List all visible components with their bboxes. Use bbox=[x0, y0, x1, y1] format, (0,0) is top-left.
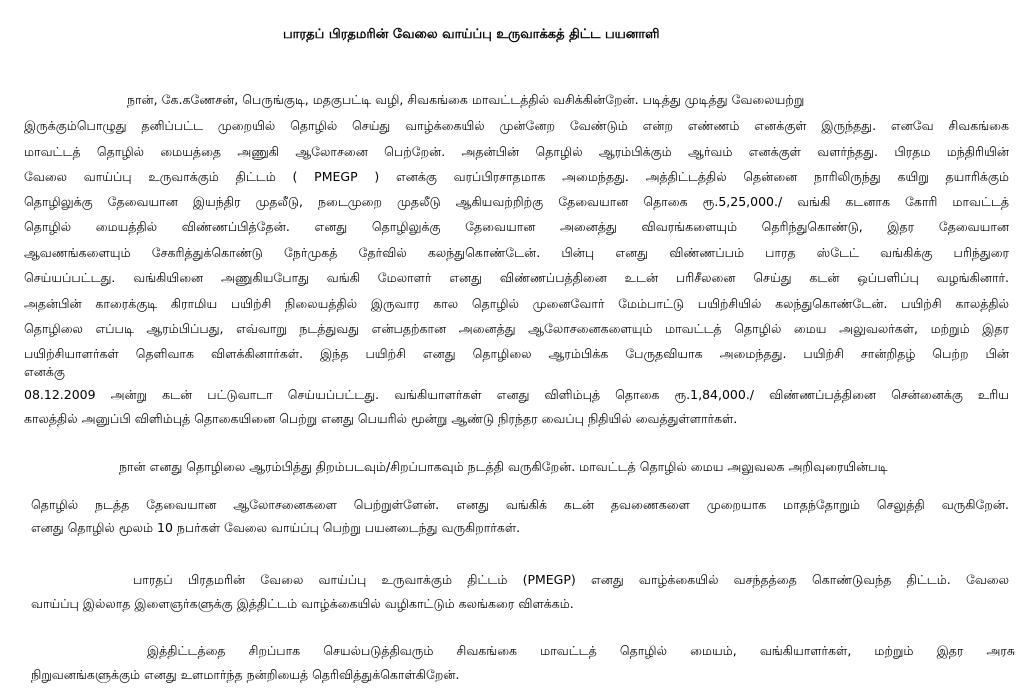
paragraph-1-line-8: செய்யப்பட்டது. வங்கியினை அணுகியபோது வங்கி மேலாளர் எனது விண்ணப்பத்தினை உடன் பரிசீலனை செய்து கடன் ஒப்பளிப்பு வழங்கினார். bbox=[24, 270, 1009, 285]
paragraph-1-line-12: எனக்கு bbox=[24, 364, 65, 379]
document-title: பாரதப் பிரதமரின் வேலை வாய்ப்பு உருவாக்கத் திட்ட பயனாளி bbox=[283, 27, 660, 42]
paragraph-1-line-7: ஆவணங்களையும் சேகரித்துக்கொண்டு நேர்முகத் தேர்வில் கலந்துகொண்டேன். பின்பு எனது விண்ணப்பம் பாரத ஸ்டேட் வங்கிக்கு பரிந்துரை bbox=[24, 245, 1009, 260]
paragraph-1-line-4: வேலை வாய்ப்பு உருவாக்கும் திட்டம் ( PMEGP ) எனக்கு வரப்பிரசாதமாக அமைந்தது. அத்திட்டத்தில் தென்னை நாரிலிருந்து கயிறு தயாரிக்கும் bbox=[24, 169, 1009, 184]
paragraph-1-line-5: தொழிலுக்கு தேவையான இயந்திர முதலீடு, நடைமுறை முதலீடு ஆகியவற்றிற்கு தேவையான தொகை ரூ.5,25,000./ வங்கி கடனாக கோரி மாவட்டத் bbox=[24, 194, 1009, 209]
paragraph-1-line-10: தொழிலை எப்படி ஆரம்பிப்பது, எவ்வாறு நடத்துவது என்பதற்கான அனைத்து ஆலோசனைகளையும் மாவட்டத் தொழில் மைய அலுவலர்கள், மற்றும் இதர bbox=[24, 321, 1009, 336]
paragraph-1-line-2: இருக்கும்பொழுது தனிப்பட்ட முறையில் தொழில் செய்து வாழ்க்கையில் முன்னேற வேண்டும் என்ற எண்ணம் எனக்குள் இருந்தது. எனவே சிவகங்கை bbox=[24, 118, 1009, 133]
paragraph-2-line-3: எனது தொழில் மூலம் 10 நபர்கள் வேலை வாய்ப்பு பெற்று பயனடைந்து வருகிறார்கள். bbox=[31, 520, 521, 535]
paragraph-1-line-6: தொழில் மையத்தில் விண்ணப்பித்தேன். எனது தொழிலுக்கு தேவையான அனைத்து விவரங்களையும் தெரிந்துகொண்டு, இதர தேவையான bbox=[24, 219, 1009, 234]
paragraph-4-line-2: நிறுவனங்களுக்கும் எனது உளமார்ந்த நன்றியைத் தெரிவித்துக்கொள்கிறேன். bbox=[31, 667, 460, 682]
paragraph-4-line-1: இத்திட்டத்தை சிறப்பாக செயல்படுத்திவரும் சிவகங்கை மாவட்டத் தொழில் மையம், வங்கியாளர்கள், மற்றும் இதர அரசு bbox=[147, 643, 1015, 658]
paragraph-1-line-3: மாவட்டத் தொழில் மையத்தை அணுகி ஆலோசனை பெற்றேன். அதன்பின் தொழில் ஆரம்பிக்கும் ஆர்வம் எனக்குள் வளர்ந்தது. பிரதம மந்திரியின் bbox=[24, 144, 1009, 159]
paragraph-2-line-1: நான் எனது தொழிலை ஆரம்பித்து திறம்படவும்/சிறப்பாகவும் நடத்தி வருகிறேன். மாவட்டத் தொழில் மைய அலுவலக அறிவுரையின்படி bbox=[119, 459, 888, 474]
paragraph-1-line-13: 08.12.2009 அன்று கடன் பட்டுவாடா செய்யப்பட்டது. வங்கியாளர்கள் எனது விளிம்புத் தொகை ரூ.1,84,000./ விண்ணப்பத்தினை சென்னைக்கு உரிய bbox=[24, 387, 1009, 402]
paragraph-3-line-2: வாய்ப்பு இல்லாத இளைஞர்களுக்கு இத்திட்டம் வாழ்க்கையில் வழிகாட்டும் கலங்கரை விளக்கம். bbox=[31, 596, 574, 611]
paragraph-3-line-1: பாரதப் பிரதமரின் வேலை வாய்ப்பு உருவாக்கும் திட்டம் (PMEGP) எனது வாழ்க்கையில் வசந்தத்தை கொண்டுவந்த திட்டம். வேலை bbox=[133, 572, 1009, 587]
paragraph-1-line-11: பயிற்சியாளர்கள் தெளிவாக விளக்கினார்கள். இந்த பயிற்சி எனது தொழிலை ஆரம்பிக்க பேருதவியாக அமைந்தது. பயிற்சி சான்றிதழ் பெற்ற பின் bbox=[24, 346, 1009, 361]
paragraph-2-line-2: தொழில் நடத்த தேவையான ஆலோசனைகளை பெற்றுள்ளேன். எனது வங்கிக் கடன் தவணைகளை முறையாக மாதந்தோறும் செலுத்தி வருகிறேன். bbox=[31, 497, 1009, 512]
paragraph-1-line-14: காலத்தில் அனுப்பி விளிம்புத் தொகையினை பெற்று எனது பெயரில் மூன்று ஆண்டு நிரந்தர வைப்பு நிதியில் வைத்துள்ளார்கள். bbox=[24, 411, 738, 426]
paragraph-1-line-1: நான், கே.கணேசன், பெருங்குடி, மதகுபட்டி வழி, சிவகங்கை மாவட்டத்தில் வசிக்கின்றேன். படித்து முடித்து வேலையற்று bbox=[127, 92, 805, 107]
paragraph-1-line-9: அதன்பின் காரைக்குடி கிராமிய பயிற்சி நிலையத்தில் இருவார கால தொழில் முனைவோர் மேம்பாட்டு பயிற்சியில் கலந்துகொண்டேன். பயிற்சி காலத்தில் bbox=[24, 296, 1009, 311]
